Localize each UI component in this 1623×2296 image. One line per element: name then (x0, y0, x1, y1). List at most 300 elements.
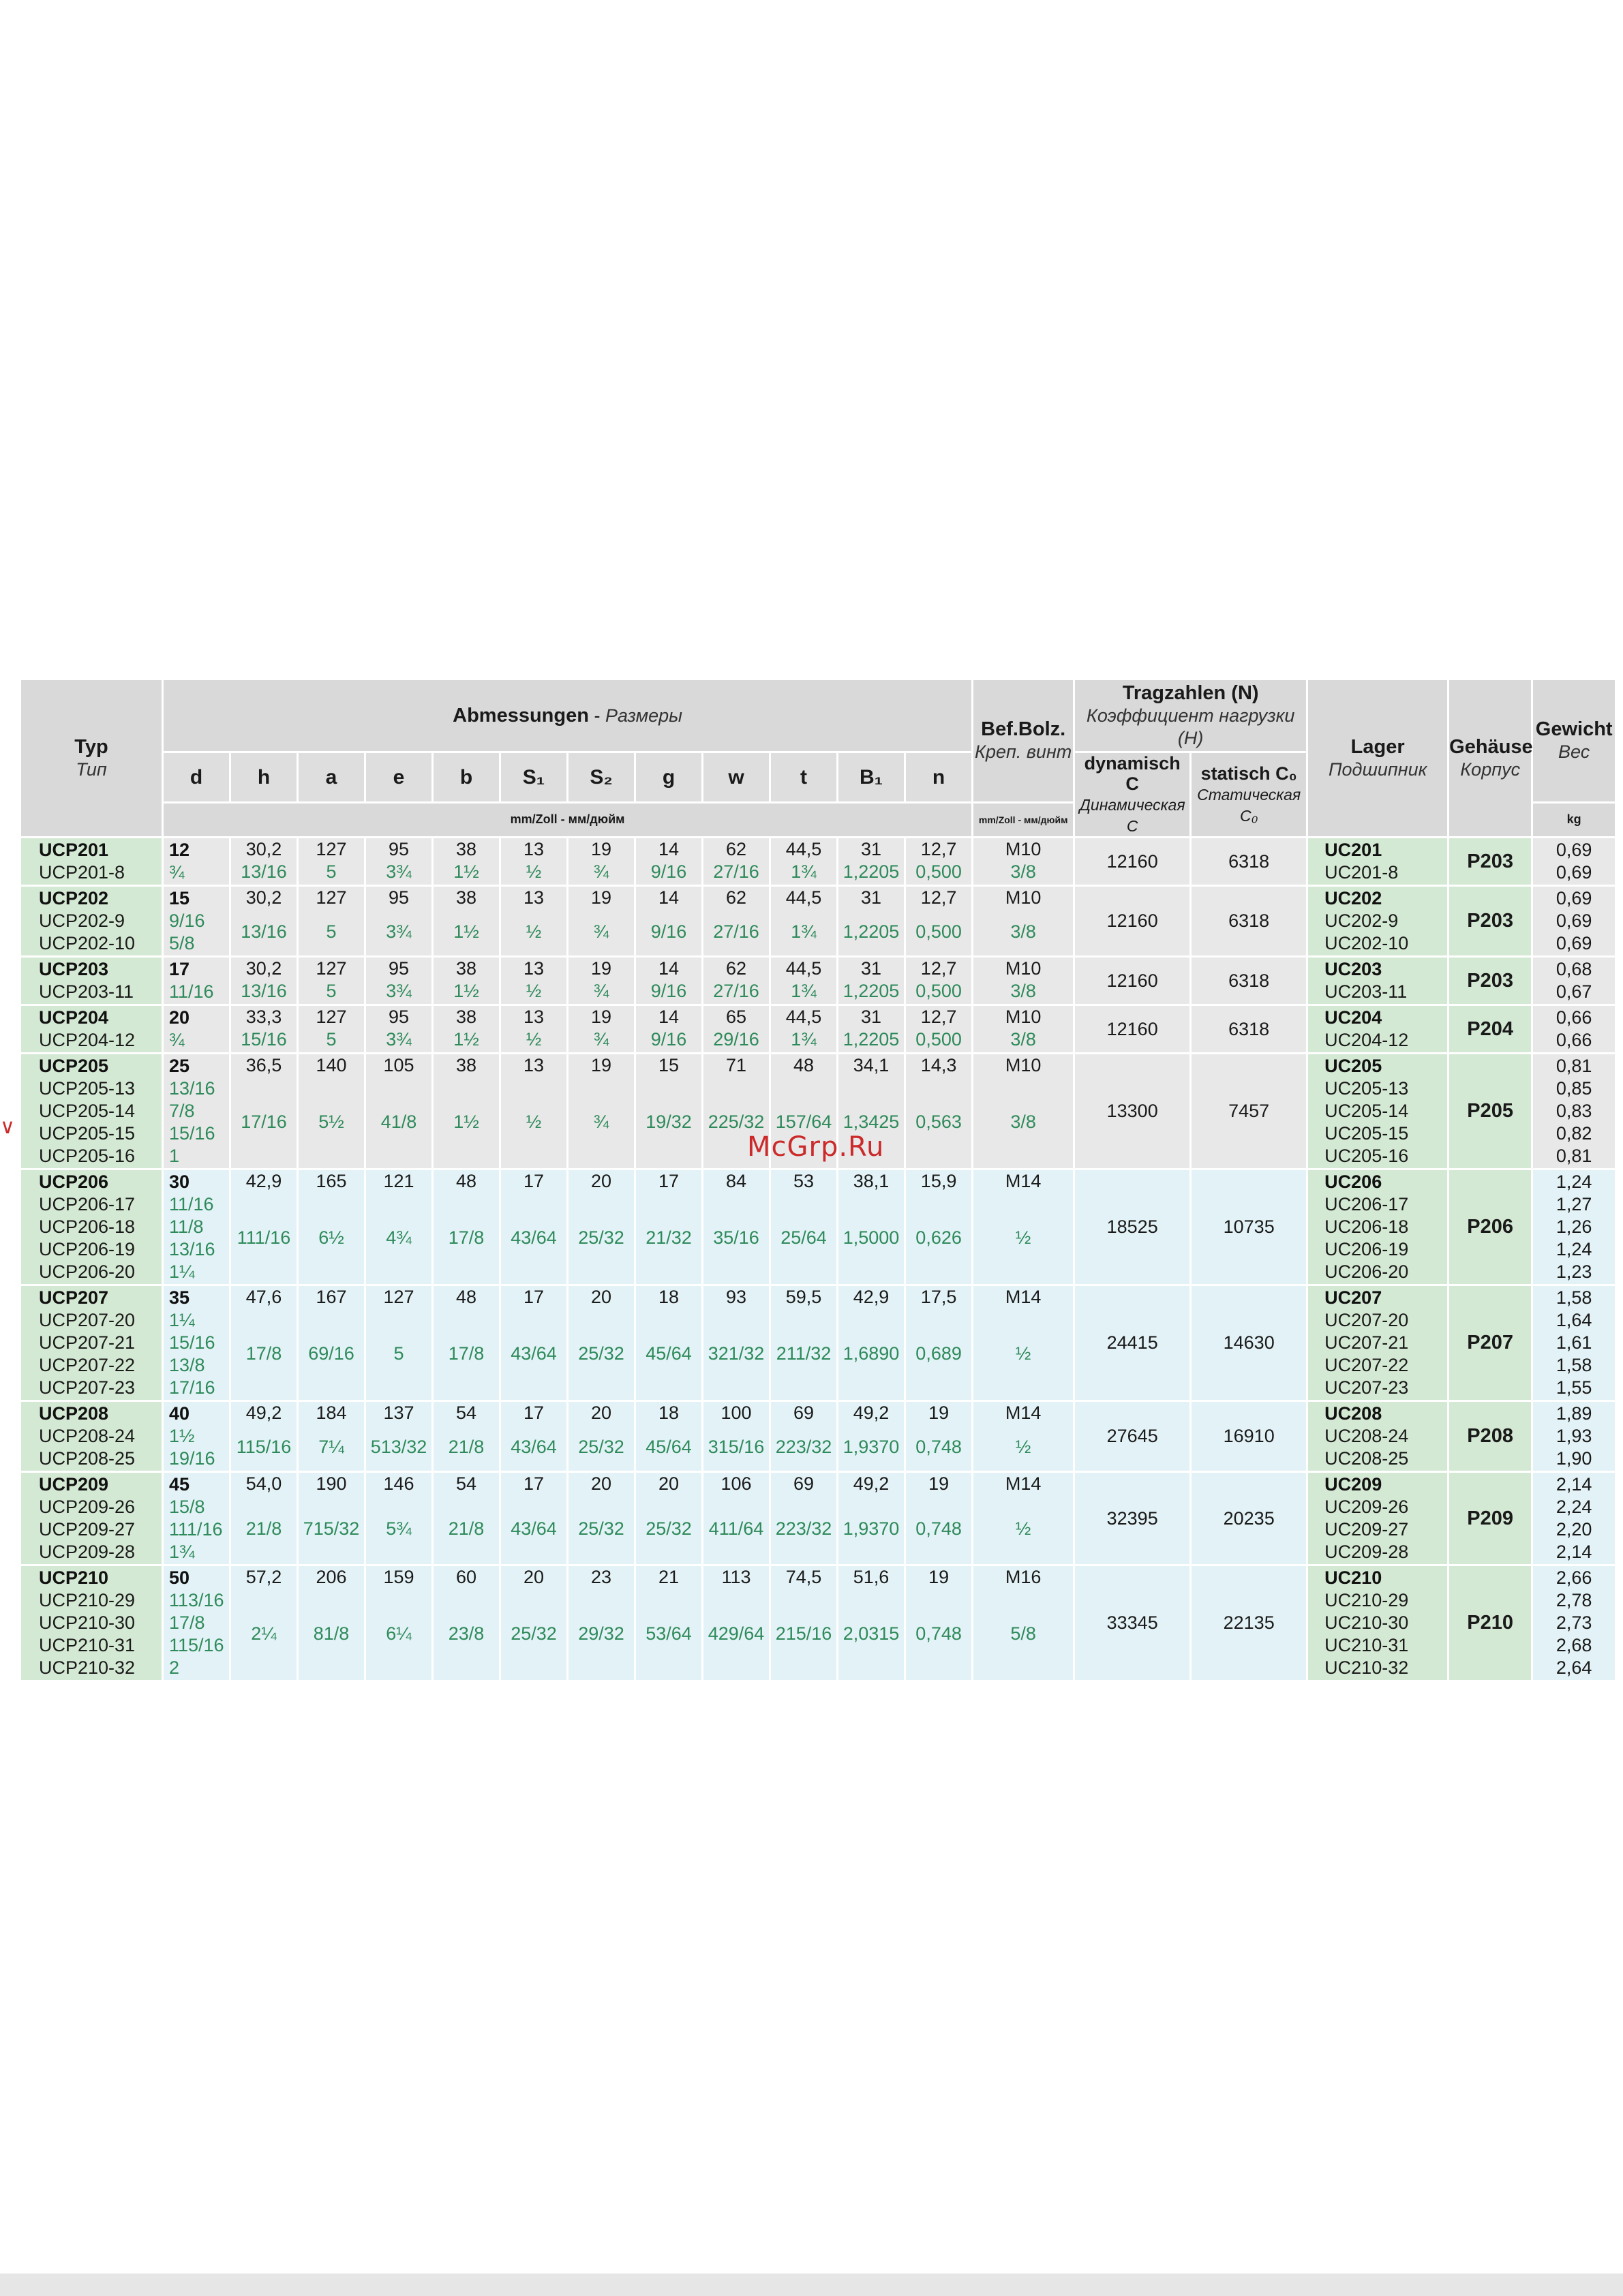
cell-s1 (501, 885, 566, 955)
header-abmessungen-ru: Размеры (605, 705, 683, 726)
dim-value: 13/8 (169, 1355, 205, 1375)
dim-value: 17 (523, 1287, 545, 1307)
dim-inch-value: 1¾ (791, 861, 817, 882)
typ-value: UCP208-24 (39, 1426, 136, 1446)
table-row (21, 955, 1615, 1004)
dim-value: 38 (455, 1007, 477, 1027)
dim-value: 20 (590, 1171, 612, 1191)
dim-inch-value: ¾ (593, 921, 609, 942)
table-row (21, 1004, 1615, 1052)
dim-inch-wrap (636, 1028, 701, 1051)
dim-value: 38,1 (853, 1171, 890, 1191)
dim-inch-value: 21/8 (245, 1518, 282, 1539)
dim-inch-wrap (299, 1589, 364, 1679)
dim-value: 121 (383, 1171, 414, 1191)
dim-inch-value: 1¾ (791, 1029, 817, 1050)
dim-value: 42,9 (245, 1171, 282, 1191)
header-dynamisch-label: dynamisch C (1084, 753, 1181, 794)
dim-inch-value: 43/64 (511, 1437, 557, 1457)
stat-value: 10735 (1223, 1216, 1275, 1237)
dim-inch-value: 6¼ (386, 1623, 412, 1644)
dim-inch-value: 1,2205 (843, 921, 900, 942)
dim-inch-value: 1½ (453, 861, 479, 882)
dim-inch-wrap (838, 861, 904, 883)
kg-value: 0,82 (1556, 1123, 1592, 1144)
dim-inch-wrap (501, 909, 566, 954)
header-unit-bolz (973, 801, 1073, 836)
cell-a (299, 1168, 364, 1284)
bolz-value: M10 (1005, 1007, 1042, 1027)
dim-value: 12,7 (920, 839, 957, 859)
cell-lager (1308, 885, 1447, 955)
dim-value: 14,3 (920, 1055, 957, 1075)
dim-value: 42,9 (853, 1287, 890, 1307)
typ-value: UCP210 (39, 1567, 109, 1588)
dim-inch-value: 0,748 (915, 1623, 962, 1644)
bolz-inch-value: 3/8 (1010, 981, 1036, 1001)
dyn-value: 12160 (1106, 910, 1158, 931)
cell-h (231, 1004, 297, 1052)
dim-value: 44,5 (785, 887, 822, 908)
kg-value: 1,90 (1556, 1448, 1592, 1469)
bolz-inch-value: 3/8 (1010, 1029, 1036, 1050)
cell-lager (1308, 955, 1447, 1004)
dim-inch-value: 25/32 (578, 1227, 624, 1248)
dim-inch-value: ¾ (593, 981, 609, 1001)
dim-inch-value: 0,500 (915, 861, 962, 882)
stat-value: 6318 (1228, 1018, 1270, 1039)
dim-inch-wrap (838, 909, 904, 954)
dim-inch-wrap (299, 1424, 364, 1469)
cell-t (771, 1564, 836, 1680)
cell-befbolz (973, 1284, 1073, 1400)
dim-value: 31 (860, 839, 882, 859)
lager-value: UC208 (1324, 1403, 1382, 1424)
kg-value: 0,69 (1556, 910, 1592, 931)
dim-inch-wrap (231, 1077, 297, 1167)
kg-value: 2,78 (1556, 1590, 1592, 1610)
dim-inch-value: 1¾ (791, 981, 817, 1001)
dim-inch-value: 223/32 (775, 1518, 832, 1539)
kg-value: 0,69 (1556, 862, 1592, 883)
dim-inch-value: 5 (326, 1029, 337, 1050)
cell-typ (21, 1004, 162, 1052)
cell-n (906, 955, 971, 1004)
header-gewicht (1533, 680, 1615, 801)
kg-value: 1,89 (1556, 1403, 1592, 1424)
header-statisch-ru: Статическая С₀ (1197, 786, 1301, 825)
dim-inch-wrap (434, 909, 499, 954)
dim-inch-wrap (568, 980, 634, 1002)
cell-a (299, 1471, 364, 1564)
dim-value: 7/8 (169, 1101, 195, 1121)
cell-b1 (838, 1400, 904, 1471)
lager-value: UC201-8 (1324, 862, 1399, 883)
header-dynamisch (1075, 751, 1189, 836)
dim-inch-value: 1¾ (791, 921, 817, 942)
dim-value: 13 (523, 1055, 545, 1075)
edge-mark: ∨ (0, 1116, 15, 1138)
dim-inch-wrap (636, 909, 701, 954)
cell-s2 (568, 1564, 634, 1680)
dim-inch-wrap (838, 1028, 904, 1051)
typ-value: UCP207-21 (39, 1332, 136, 1353)
typ-value: UCP205-16 (39, 1146, 136, 1166)
geh-value: P203 (1467, 850, 1514, 872)
dim-inch-wrap (703, 1495, 769, 1563)
lager-value: UC209-28 (1324, 1542, 1409, 1562)
cell-s1 (501, 1168, 566, 1284)
dim-inch-value: 53/64 (646, 1623, 692, 1644)
bolz-inch-wrap (973, 1077, 1073, 1167)
lager-value: UC210-30 (1324, 1612, 1409, 1633)
cell-h (231, 1052, 297, 1168)
lager-value: UC203 (1324, 959, 1382, 979)
typ-value: UCP210-30 (39, 1612, 136, 1633)
dim-value: 13 (523, 958, 545, 979)
dim-inch-value: 5 (326, 861, 337, 882)
header-abmessungen-label: Abmessungen (453, 704, 589, 726)
header-typ-ru: Тип (76, 759, 107, 780)
dim-inch-wrap (299, 1193, 364, 1283)
dyn-value: 32395 (1106, 1507, 1158, 1529)
geh-value: P205 (1467, 1100, 1514, 1122)
cell-typ (21, 1471, 162, 1564)
kg-value: 0,69 (1556, 933, 1592, 953)
dim-inch-value: 215/16 (775, 1623, 832, 1644)
dim-value: 38 (455, 887, 477, 908)
cell-g (636, 1052, 701, 1168)
cell-w (703, 1564, 769, 1680)
dim-inch-value: 1,6890 (843, 1343, 900, 1364)
dim-inch-wrap (501, 1424, 566, 1469)
cell-befbolz (973, 1004, 1073, 1052)
typ-value: UCP208 (39, 1403, 109, 1424)
header-col-d: d (164, 751, 229, 801)
dim-inch-value: ¾ (593, 1112, 609, 1132)
bolz-inch-value: ½ (1015, 1343, 1031, 1364)
dim-value: 17 (523, 1403, 545, 1423)
dim-value: 165 (316, 1171, 347, 1191)
dim-inch-value: 111/16 (237, 1227, 291, 1248)
cell-gewicht (1533, 1284, 1615, 1400)
cell-gehaeuse (1449, 1400, 1531, 1471)
dim-value: 19 (590, 958, 612, 979)
dim-inch-wrap (906, 1193, 971, 1283)
cell-lager (1308, 1004, 1447, 1052)
lager-value: UC210-32 (1324, 1657, 1409, 1678)
cell-s1 (501, 1471, 566, 1564)
cell-lager (1308, 1284, 1447, 1400)
table-row (21, 1168, 1615, 1284)
dim-value: 15,9 (920, 1171, 957, 1191)
dim-inch-value: ½ (526, 1112, 542, 1132)
kg-value: 0,66 (1556, 1030, 1592, 1050)
dim-inch-value: 157/64 (775, 1112, 832, 1132)
lager-value: UC207-23 (1324, 1377, 1409, 1398)
dim-inch-wrap (434, 1424, 499, 1469)
kg-value: 1,23 (1556, 1261, 1592, 1282)
dim-inch-wrap (366, 1589, 431, 1679)
dim-value: 17/16 (169, 1377, 215, 1398)
header-unit-dims (164, 801, 971, 836)
cell-d (164, 1004, 229, 1052)
dim-inch-value: 715/32 (303, 1518, 360, 1539)
bolz-value: M10 (1005, 839, 1042, 859)
dim-inch-wrap (434, 1028, 499, 1051)
header-befbolz-ru: Креп. винт (975, 741, 1072, 762)
cell-w (703, 1284, 769, 1400)
dim-value: 40 (169, 1403, 190, 1424)
dim-value: 100 (721, 1403, 752, 1423)
cell-b (434, 1564, 499, 1680)
watermark: McGrp.Ru (747, 1131, 885, 1163)
dim-value: 206 (316, 1567, 347, 1587)
cell-g (636, 1284, 701, 1400)
cell-gehaeuse (1449, 1052, 1531, 1168)
cell-t (771, 1471, 836, 1564)
typ-value: UCP203 (39, 959, 109, 979)
dim-inch-wrap (771, 1495, 836, 1563)
dim-value: 49,2 (245, 1403, 282, 1423)
header-col-a: a (299, 751, 364, 801)
header-abmessungen: Abmessungen - Размеры (164, 680, 971, 751)
cell-b1 (838, 885, 904, 955)
cell-befbolz (973, 1400, 1073, 1471)
dim-value: 49,2 (853, 1403, 890, 1423)
cell-s2 (568, 1471, 634, 1564)
lager-value: UC206-18 (1324, 1216, 1409, 1237)
header-gehaeuse-label: Gehäuse (1449, 735, 1533, 758)
cell-statisch (1192, 1564, 1306, 1680)
typ-value: UCP203-11 (39, 981, 134, 1002)
dim-inch-wrap (906, 1495, 971, 1563)
cell-w (703, 836, 769, 885)
header-typ (21, 680, 162, 836)
dim-value: 19 (928, 1403, 950, 1423)
cell-gewicht (1533, 955, 1615, 1004)
dim-inch-value: 5 (326, 981, 337, 1001)
cell-t (771, 1004, 836, 1052)
dim-inch-wrap (636, 1308, 701, 1398)
cell-lager (1308, 1564, 1447, 1680)
dim-value: 127 (316, 958, 347, 979)
dim-value: 15 (169, 888, 190, 908)
cell-statisch (1192, 1052, 1306, 1168)
dim-value: 62 (725, 839, 747, 859)
dim-value: 54,0 (245, 1473, 282, 1494)
geh-value: P203 (1467, 969, 1514, 992)
lager-value: UC205 (1324, 1056, 1382, 1076)
cell-s2 (568, 836, 634, 885)
lager-value: UC206-19 (1324, 1239, 1409, 1259)
dim-value: 54 (455, 1473, 477, 1494)
dim-value: 48 (455, 1287, 477, 1307)
dim-value: 1½ (169, 1426, 195, 1446)
dim-inch-value: 43/64 (511, 1518, 557, 1539)
header-gewicht-ru: Вес (1558, 741, 1590, 762)
dim-value: 31 (860, 887, 882, 908)
dim-value: 31 (860, 958, 882, 979)
dim-inch-value: 27/16 (713, 861, 759, 882)
header-col-s2: S₂ (568, 751, 634, 801)
cell-typ (21, 1564, 162, 1680)
cell-w (703, 1471, 769, 1564)
dim-value: 38 (455, 839, 477, 859)
dim-value: 49,2 (853, 1473, 890, 1494)
dim-value: 18 (658, 1403, 680, 1423)
dim-inch-value: 17/16 (241, 1112, 287, 1132)
cell-s2 (568, 1168, 634, 1284)
dim-inch-wrap (703, 980, 769, 1002)
dim-inch-value: 0,748 (915, 1437, 962, 1457)
dim-value: 65 (725, 1007, 747, 1027)
kg-value: 0,69 (1556, 888, 1592, 908)
cell-lager (1308, 1052, 1447, 1168)
dim-value: 19/16 (169, 1448, 215, 1469)
cell-n (906, 1168, 971, 1284)
typ-value: UCP208-25 (39, 1448, 136, 1469)
header-col-w: w (703, 751, 769, 801)
dim-inch-value: 45/64 (646, 1437, 692, 1457)
bolz-value: M16 (1005, 1567, 1042, 1587)
dim-inch-wrap (771, 980, 836, 1002)
stat-value: 16910 (1223, 1426, 1275, 1446)
kg-value: 0,81 (1556, 1056, 1592, 1076)
kg-value: 1,58 (1556, 1355, 1592, 1375)
typ-value: UCP210-31 (39, 1635, 136, 1655)
dim-inch-value: 1½ (453, 921, 479, 942)
cell-b1 (838, 1004, 904, 1052)
dim-inch-wrap (231, 1495, 297, 1563)
dim-value: 17 (523, 1473, 545, 1494)
cell-h (231, 885, 297, 955)
cell-t (771, 955, 836, 1004)
dim-value: 62 (725, 887, 747, 908)
kg-value: 0,83 (1556, 1101, 1592, 1121)
lager-value: UC209 (1324, 1474, 1382, 1495)
dim-inch-value: 1½ (453, 1029, 479, 1050)
cell-typ (21, 1284, 162, 1400)
dim-inch-value: ½ (526, 981, 542, 1001)
dim-inch-value: ½ (526, 861, 542, 882)
dim-inch-wrap (231, 980, 297, 1002)
cell-b1 (838, 1564, 904, 1680)
dim-value: 113/16 (169, 1590, 224, 1610)
dim-inch-value: 7¼ (318, 1437, 344, 1457)
dim-inch-value: 19/32 (646, 1112, 692, 1132)
typ-value: UCP202-10 (39, 933, 136, 953)
dim-inch-value: 6½ (318, 1227, 344, 1248)
cell-s1 (501, 955, 566, 1004)
cell-s1 (501, 1284, 566, 1400)
dyn-value: 12160 (1106, 970, 1158, 991)
dim-inch-wrap (838, 980, 904, 1002)
header-col-b: b (434, 751, 499, 801)
typ-value: UCP209-27 (39, 1519, 136, 1540)
bolz-value: M10 (1005, 958, 1042, 979)
lager-value: UC207-22 (1324, 1355, 1409, 1375)
dim-value: 17,5 (920, 1287, 957, 1307)
header-col-s1: S₁ (501, 751, 566, 801)
dim-value: 19 (590, 1007, 612, 1027)
dim-inch-value: 1,3425 (843, 1112, 900, 1132)
cell-e (366, 1471, 431, 1564)
stat-value: 20235 (1223, 1507, 1275, 1529)
cell-gewicht (1533, 836, 1615, 885)
dim-inch-value: 2¼ (251, 1623, 277, 1644)
dim-inch-value: 13/16 (241, 921, 287, 942)
dim-inch-value: ¾ (593, 1029, 609, 1050)
cell-g (636, 1168, 701, 1284)
table-row (21, 836, 1615, 885)
header-gewicht-label: Gewicht (1535, 718, 1613, 740)
kg-value: 1,24 (1556, 1172, 1592, 1192)
dim-inch-wrap (299, 1495, 364, 1563)
dim-inch-value: 211/32 (776, 1343, 832, 1364)
kg-value: 2,73 (1556, 1612, 1592, 1633)
dim-inch-value: 1½ (453, 981, 479, 1001)
cell-gewicht (1533, 1400, 1615, 1471)
dim-inch-wrap (434, 1495, 499, 1563)
cell-g (636, 836, 701, 885)
dyn-value: 12160 (1106, 1018, 1158, 1039)
typ-value: UCP205-14 (39, 1101, 136, 1121)
dim-value: 30 (169, 1172, 190, 1192)
dim-value: 127 (316, 1007, 347, 1027)
header-unit-dims-label: mm/Zoll - мм/дюйм (510, 812, 625, 827)
header-col-h: h (231, 751, 297, 801)
cell-e (366, 1400, 431, 1471)
dim-inch-value: 9/16 (650, 861, 687, 882)
dim-value: 1¼ (169, 1261, 195, 1282)
dim-value: 20 (523, 1567, 545, 1587)
cell-w (703, 885, 769, 955)
dim-inch-value: 25/64 (780, 1227, 827, 1248)
dim-value: 38 (455, 958, 477, 979)
dim-inch-value: 25/32 (511, 1623, 557, 1644)
bolz-inch-value: ½ (1015, 1518, 1031, 1539)
cell-t (771, 836, 836, 885)
typ-value: UCP209-26 (39, 1497, 136, 1517)
dim-inch-wrap (703, 1028, 769, 1051)
dim-inch-value: 17/8 (245, 1343, 282, 1364)
cell-g (636, 885, 701, 955)
cell-h (231, 836, 297, 885)
cell-dynamisch (1075, 1004, 1189, 1052)
cell-s1 (501, 1564, 566, 1680)
typ-value: UCP206-18 (39, 1216, 136, 1237)
dim-value: 1 (169, 1146, 180, 1166)
typ-value: UCP207-20 (39, 1310, 136, 1330)
header-col-g: g (636, 751, 701, 801)
dim-value: 95 (388, 887, 410, 908)
cell-gehaeuse (1449, 1284, 1531, 1400)
header-dynamisch-ru: Динамическая С (1079, 796, 1185, 835)
dim-inch-value: 25/32 (646, 1518, 692, 1539)
cell-d (164, 885, 229, 955)
cell-e (366, 1168, 431, 1284)
dim-value: 23 (590, 1567, 612, 1587)
cell-dynamisch (1075, 1052, 1189, 1168)
cell-a (299, 836, 364, 885)
dim-value: 31 (860, 1007, 882, 1027)
header-lager-ru: Подшипник (1328, 759, 1427, 780)
dim-inch-value: 3¾ (386, 921, 412, 942)
typ-value: UCP206-19 (39, 1239, 136, 1259)
dim-value: 17 (658, 1171, 680, 1191)
dim-value: 30,2 (245, 839, 282, 859)
